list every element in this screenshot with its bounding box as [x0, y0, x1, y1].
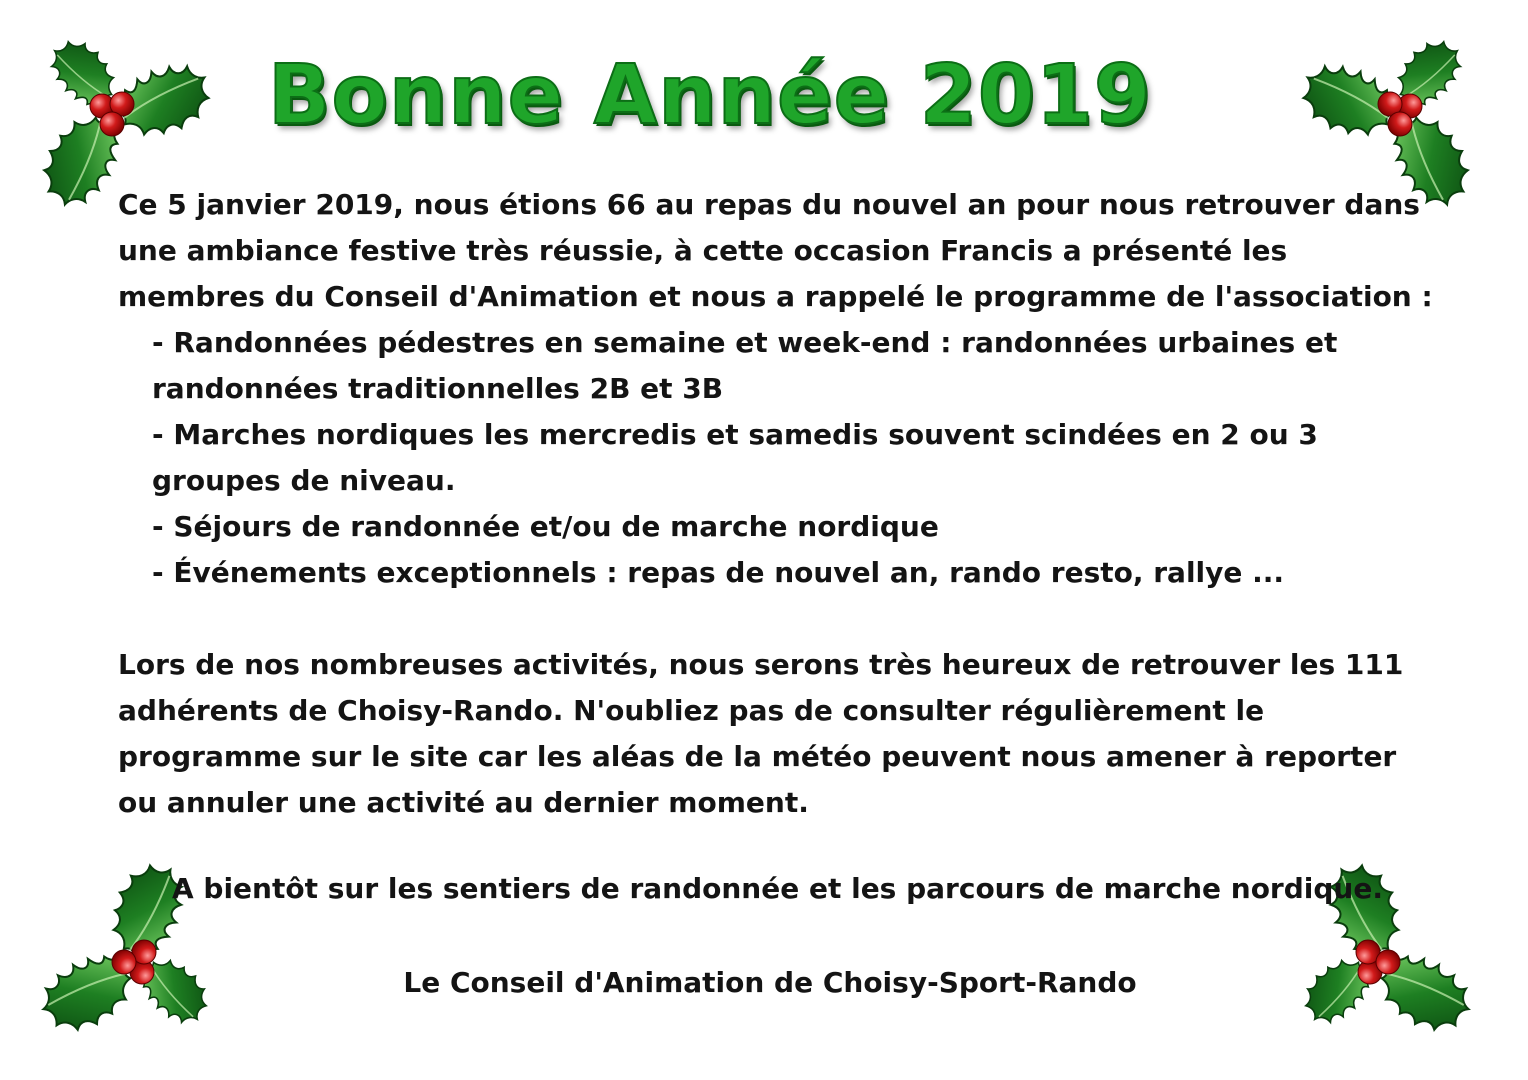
- signature: Le Conseil d'Animation de Choisy-Sport-Rando: [403, 966, 1137, 999]
- main-text: [118, 182, 1438, 826]
- page-title: Bonne Année 2019: [268, 48, 1152, 143]
- paragraph-spacer: [118, 596, 1438, 642]
- activities-paragraph: Lors de nos nombreuses activités, nous serons très heureux de retrouver les 111 adhérents de Choisy-Rando. N'oubliez pas de consulter régulièrement le programme sur le site car les aléas de la météo peuvent nous amener à reporter ou annuler une activité au dernier moment.: [118, 648, 1404, 819]
- program-item-hiking: - Randonnées pédestres en semaine et week-end : randonnées urbaines et randonnées traditionnelles 2B et 3B: [152, 326, 1338, 405]
- program-item-events: - Événements exceptionnels : repas de nouvel an, rando resto, rallye ...: [152, 556, 1285, 589]
- intro-paragraph: Ce 5 janvier 2019, nous étions 66 au repas du nouvel an pour nous retrouver dans une ambiance festive très réussie, à cette occasion Francis a présenté les membres du Conseil d'Animation et nous a rappelé le programme de l'association :: [118, 188, 1433, 313]
- program-item-stays: - Séjours de randonnée et/ou de marche nordique: [152, 510, 939, 543]
- program-item-nordic-walking: - Marches nordiques les mercredis et samedis souvent scindées en 2 ou 3 groupes de niveau.: [152, 418, 1318, 497]
- closing-line: A bientôt sur les sentiers de randonnée et les parcours de marche nordique.: [172, 872, 1383, 905]
